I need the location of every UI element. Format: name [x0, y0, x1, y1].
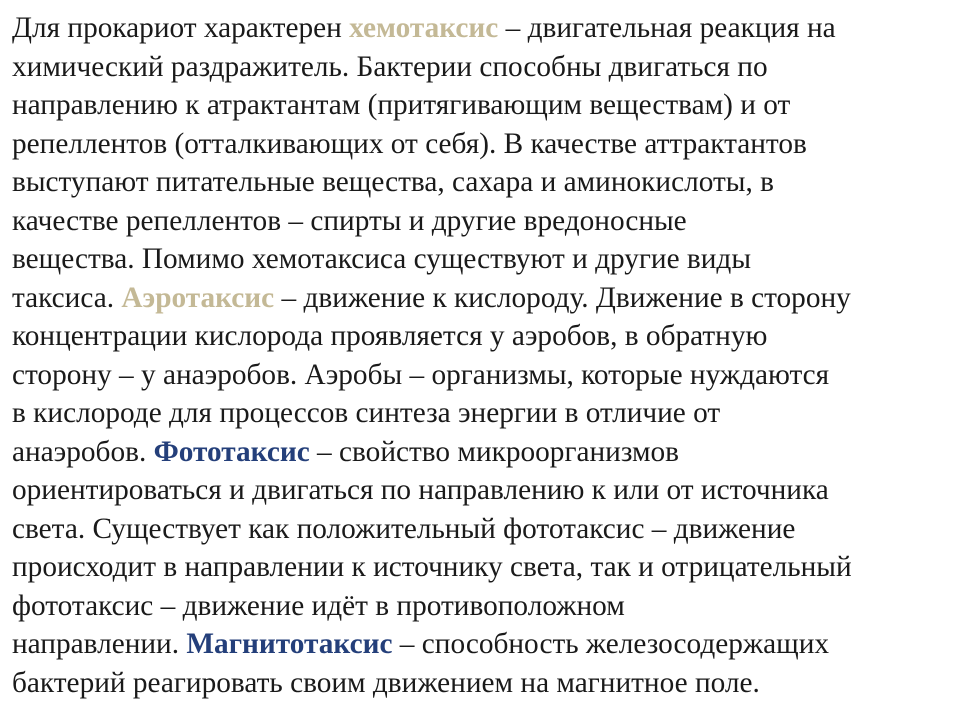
- term-phototaxis: Фототаксис: [153, 435, 310, 468]
- text-line-13: [12, 471, 952, 510]
- text-line-4: [12, 125, 952, 164]
- text-line-6: [12, 202, 952, 241]
- text-segment: Для прокариот характерен: [12, 12, 350, 44]
- text-line-1: [12, 9, 952, 48]
- term-aerotaxis: Аэротаксис: [121, 281, 275, 314]
- text-segment: бактерий реагировать своим движением на магнитное поле.: [12, 666, 760, 699]
- body-text: [12, 9, 952, 702]
- text-line-2: [12, 48, 952, 87]
- text-line-11: [12, 394, 952, 433]
- text-line-9: [12, 317, 952, 356]
- text-segment: ориентироваться и двигаться по направлению к или от источника: [12, 474, 829, 506]
- text-segment: концентрации кислорода проявляется у аэробов, в обратную: [12, 320, 768, 352]
- text-line-3: [12, 86, 952, 125]
- text-line-8: [12, 279, 952, 318]
- text-segment: в кислороде для процессов синтеза энергии в отличие от: [12, 397, 721, 429]
- text-segment: таксиса.: [12, 281, 122, 314]
- text-segment: – способность железосодержащих: [392, 628, 830, 660]
- text-segment: направлении.: [12, 628, 187, 660]
- text-line-12: [12, 433, 952, 472]
- text-line-15: [12, 548, 952, 587]
- text-line-7: [12, 240, 952, 279]
- text-segment: качестве репеллентов – спирты и другие вредоносные: [12, 204, 687, 237]
- text-line-17: [12, 625, 952, 664]
- text-line-14: [12, 510, 952, 549]
- text-line-10: [12, 356, 952, 395]
- text-line-18: [12, 664, 952, 703]
- text-segment: химический раздражитель. Бактерии способны двигаться по: [12, 50, 768, 83]
- text-segment: направлению к атрактантам (притягивающим веществам) и от: [12, 89, 791, 121]
- text-segment: выступают питательные вещества, сахара и аминокислоты, в: [12, 166, 774, 198]
- text-segment: сторону – у анаэробов. Аэробы – организмы, которые нуждаются: [12, 358, 830, 391]
- text-segment: – двигательная реакция на: [498, 12, 836, 44]
- text-segment: вещества. Помимо хемотаксиса существуют и другие виды: [12, 243, 752, 275]
- text-segment: – свойство микроорганизмов: [309, 435, 680, 468]
- text-segment: фототаксис – движение идёт в противоположном: [12, 589, 625, 622]
- text-segment: происходит в направлении к источнику света, так и отрицательный: [12, 551, 852, 583]
- text-segment: репеллентов (отталкивающих от себя). В качестве аттрактантов: [12, 127, 807, 160]
- term-chemotaxis: хемотаксис: [349, 12, 499, 44]
- text-line-16: [12, 587, 952, 626]
- text-segment: – движение к кислороду. Движение в сторону: [274, 281, 851, 314]
- text-segment: анаэробов.: [12, 435, 154, 468]
- text-segment: света. Существует как положительный фототаксис – движение: [12, 512, 796, 545]
- term-magnetotaxis: Магнитотаксис: [186, 628, 393, 660]
- text-line-5: [12, 163, 952, 202]
